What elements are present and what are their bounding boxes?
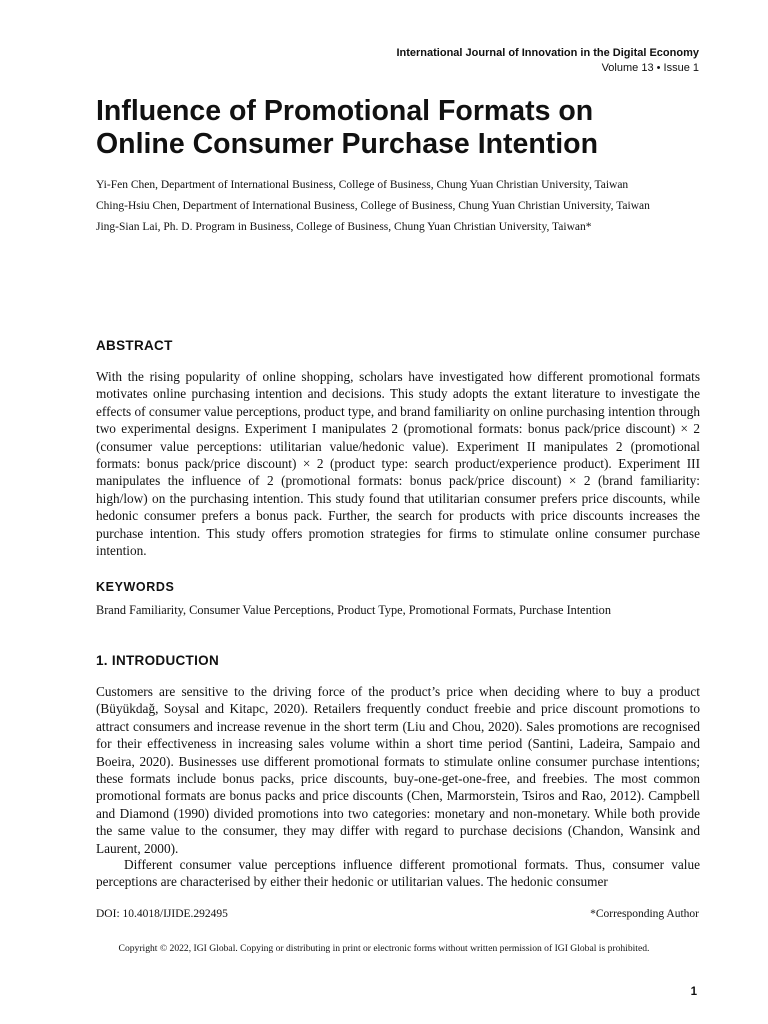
author-affiliation: Ching-Hsiu Chen, Department of International Business, College of Business, Chung Yuan Christian University, Taiwan	[96, 200, 650, 212]
introduction-paragraph-1: Customers are sensitive to the driving force of the product’s price when deciding where to buy a product (Büyükdağ, Soysal and Kitapc, 2020). Retailers frequently conduct freebie and price discount promotions to attract consumers and increase revenue in the short term (Liu and Chou, 2020). Sales promotions are recognised for their effectiveness in increasing sales volume within a short time period (Santini, Ladeira, Sampaio and Boeira, 2020). Businesses use different promotional formats to stimulate online consumer purchase intentions; these formats include bonus packs, price discounts, buy-one-get-one-free, and freebies. The most common promotional formats are bonus packs and price discounts (Chen, Marmorstein, Tsiros and Rao, 2012). Campbell and Diamond (1990) divided promotions into two categories: monetary and non-monetary. While both provide the same value to the consumer, they may differ with regard to purchase decisions (Chandon, Wansink and Laurent, 2000).	[96, 684, 700, 856]
abstract-text: With the rising popularity of online shopping, scholars have investigated how different promotional formats motivates online purchasing intention and decisions. This study adopts the extant literature to investigate the effects of consumer value perceptions, product type, and brand familiarity on online purchasing intention through two experimental designs. Experiment I manipulates 2 (promotional formats: bonus pack/price discount) × 2 (consumer value perceptions: utilitarian value/hedonic value). Experiment II manipulates 2 (promotional formats: bonus pack/price discount) × 2 (product type: search product/experience product). Experiment III manipulates the influence of 2 (promotional formats: bonus pack/price discount) × 2 (brand familiarity: high/low) on the purchasing intention. This study found that utilitarian consumer prefers price discounts, while hedonic consumer prefers a bonus pack. Further, the search for products with price discounts increases the purchase intention. This study offers promotion strategies for firms to stimulate online consumer purchase intention.	[96, 369, 700, 559]
page-number: 1	[690, 986, 697, 998]
journal-issue: Volume 13 • Issue 1	[601, 62, 699, 74]
paper-title-line-1: Influence of Promotional Formats on	[96, 95, 594, 127]
keywords-heading: KEYWORDS	[96, 580, 175, 594]
keywords-text: Brand Familiarity, Consumer Value Perceptions, Product Type, Promotional Formats, Purchase Intention	[96, 603, 611, 617]
author-list	[96, 175, 706, 238]
journal-header	[396, 46, 699, 76]
introduction-heading: 1. INTRODUCTION	[96, 653, 220, 668]
paper-title	[96, 95, 696, 161]
corresponding-author-note: *Corresponding Author	[590, 908, 699, 920]
author-affiliation: Jing-Sian Lai, Ph. D. Program in Business, College of Business, Chung Yuan Christian University, Taiwan*	[96, 221, 592, 233]
doi-link[interactable]: DOI: 10.4018/IJIDE.292495	[96, 908, 228, 920]
paper-title-line-2: Online Consumer Purchase Intention	[96, 128, 598, 160]
copyright-notice: Copyright © 2022, IGI Global. Copying or distributing in print or electronic forms without written permission of IGI Global is prohibited.	[118, 943, 650, 954]
introduction-paragraph-2: Different consumer value perceptions influence different promotional formats. Thus, consumer value perceptions are characterised by either their hedonic or utilitarian values. The hedonic consumer	[96, 857, 700, 890]
author-affiliation: Yi-Fen Chen, Department of International Business, College of Business, Chung Yuan Christian University, Taiwan	[96, 179, 629, 191]
journal-name: International Journal of Innovation in the Digital Economy	[396, 47, 699, 59]
abstract-heading: ABSTRACT	[96, 338, 173, 353]
